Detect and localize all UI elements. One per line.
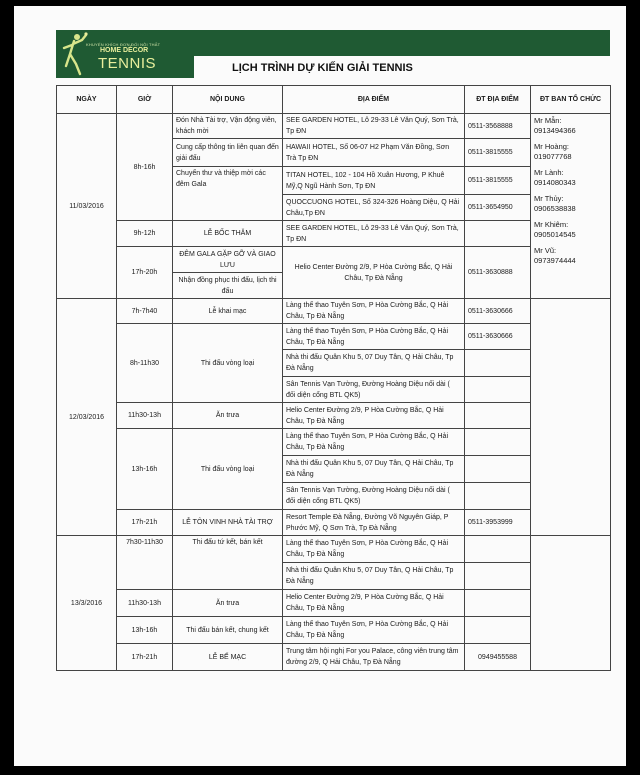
location-cell: Nhà thi đấu Quân Khu 5, 07 Duy Tân, Q Hải Châu, Tp Đà Nẵng: [283, 563, 465, 590]
schedule-table: [56, 85, 611, 671]
document-page: [14, 6, 626, 766]
table-row: [57, 221, 611, 247]
organizer-contacts-empty-cell: [531, 299, 611, 536]
content-cell: Thi đấu tứ kết, bán kết: [173, 536, 283, 590]
location-phone-cell: [465, 483, 531, 510]
time-cell: 7h-7h40: [117, 299, 173, 324]
table-row: [57, 510, 611, 536]
location-cell: SEE GARDEN HOTEL, Lô 29-33 Lê Văn Quý, Sơn Trà, Tp ĐN: [283, 221, 465, 247]
contact-entry: Mr Mẫn: 0913494366: [534, 116, 576, 135]
date-cell: 12/03/2016: [57, 299, 117, 536]
content-cell: Nhận đồng phục thi đấu, lịch thi đấu: [173, 273, 283, 299]
contact-entry: Mr Khiêm: 0905014545: [534, 220, 576, 239]
location-cell: Nhà thi đấu Quân Khu 5, 07 Duy Tân, Q Hải Châu, Tp Đà Nẵng: [283, 350, 465, 377]
location-cell: Làng thể thao Tuyên Sơn, P Hòa Cường Bắc, Q Hải Châu, Tp Đà Nẵng: [283, 429, 465, 456]
table-row: [57, 299, 611, 324]
logo-tennis-word: TENNIS: [98, 55, 157, 72]
location-phone-cell: [465, 377, 531, 403]
time-cell: 11h30-13h: [117, 590, 173, 617]
column-header-content: NỘI DUNG: [173, 86, 283, 114]
location-phone-cell: 0511-3630666: [465, 324, 531, 350]
content-cell: ĐÊM GALA GẶP GỠ VÀ GIAO LƯU: [173, 247, 283, 273]
contact-entry: Mr Thủy: 0906538838: [534, 194, 576, 213]
location-cell: Helio Center Đường 2/9, P Hòa Cường Bắc, Q Hải Châu, Tp Đà Nẵng: [283, 590, 465, 617]
organizer-contacts-cell: [531, 114, 611, 299]
location-phone-cell: 0511-3568888: [465, 114, 531, 139]
location-cell: SEE GARDEN HOTEL, Lô 29-33 Lê Văn Quý, Sơn Trà, Tp ĐN: [283, 114, 465, 139]
column-header-date: NGÀY: [57, 86, 117, 114]
location-phone-cell: 0511-3654950: [465, 195, 531, 221]
location-cell: Helio Center Đường 2/9, P Hòa Cường Bắc, Q Hải Châu, Tp Đà Nẵng: [283, 247, 465, 299]
content-cell: LỄ BỐC THĂM: [173, 221, 283, 247]
location-cell: Sân Tennis Vạn Tường, Đường Hoàng Diệu nối dài ( đối diện cổng BTL QK5): [283, 377, 465, 403]
time-cell: 9h-12h: [117, 221, 173, 247]
location-cell: Làng thể thao Tuyên Sơn, P Hòa Cường Bắc, Q Hải Châu, Tp Đà Nẵng: [283, 536, 465, 563]
content-cell: Thi đấu vòng loại: [173, 429, 283, 510]
location-phone-cell: [465, 429, 531, 456]
table-header-row: [57, 86, 611, 114]
time-cell: 17h-21h: [117, 644, 173, 671]
location-cell: Trung tâm hội nghị For you Palace, công viên trung tâm đường 2/9, Q Hải Châu, Tp Đà Nẵng: [283, 644, 465, 671]
location-phone-cell: 0511-3630666: [465, 299, 531, 324]
tennis-player-icon: [60, 32, 88, 76]
column-header-location-phone: ĐT ĐỊA ĐIỂM: [465, 86, 531, 114]
location-phone-cell: 0511-3953999: [465, 510, 531, 536]
location-cell: TITAN HOTEL, 102 - 104 Hồ Xuân Hương, P Khuê Mỹ,Q Ngũ Hành Sơn, Tp ĐN: [283, 167, 465, 195]
content-cell: Đón Nhà Tài trợ, Vận động viên, khách mời: [173, 114, 283, 139]
location-phone-cell: [465, 221, 531, 247]
column-header-time: GIỜ: [117, 86, 173, 114]
location-cell: Làng thể thao Tuyên Sơn, P Hòa Cường Bắc, Q Hải Châu, Tp Đà Nẵng: [283, 617, 465, 644]
table-row: [57, 324, 611, 350]
location-phone-cell: [465, 536, 531, 563]
contact-entry: Mr Hoàng: 019077768: [534, 142, 572, 161]
location-cell: Helio Center Đường 2/9, P Hòa Cường Bắc, Q Hải Châu, Tp Đà Nẵng: [283, 403, 465, 429]
location-phone-cell: 0511-3815555: [465, 167, 531, 195]
location-phone-cell: [465, 617, 531, 644]
location-cell: Sân Tennis Vạn Tường, Đường Hoàng Diệu nối dài ( đối diện cổng BTL QK5): [283, 483, 465, 510]
time-cell: 8h-11h30: [117, 324, 173, 403]
content-cell: LỄ TÔN VINH NHÀ TÀI TRỢ: [173, 510, 283, 536]
tournament-logo: [56, 30, 194, 78]
content-cell: Thi đấu vòng loại: [173, 324, 283, 403]
location-phone-cell: 0511-3815555: [465, 139, 531, 167]
location-phone-cell: [465, 590, 531, 617]
content-cell: Thi đấu bán kết, chung kết: [173, 617, 283, 644]
location-cell: QUOCCUONG HOTEL, Số 324-326 Hoàng Diệu, Q Hải Châu,Tp ĐN: [283, 195, 465, 221]
time-cell: 13h-16h: [117, 429, 173, 510]
column-header-location: ĐỊA ĐIỂM: [283, 86, 465, 114]
content-cell: Chuyển thư và thiệp mời các đêm Gala: [173, 167, 283, 221]
page-title: LỊCH TRÌNH DỰ KIẾN GIẢI TENNIS: [232, 62, 413, 74]
content-cell: Lễ khai mạc: [173, 299, 283, 324]
location-phone-cell: 0949455588: [465, 644, 531, 671]
location-phone-cell: [465, 350, 531, 377]
date-cell: 11/03/2016: [57, 114, 117, 299]
time-cell: 8h-16h: [117, 114, 173, 221]
location-phone-cell: 0511-3630888: [465, 247, 531, 299]
organizer-contacts-empty-cell: [531, 536, 611, 671]
table-row: [57, 247, 611, 273]
table-row: [57, 403, 611, 429]
location-phone-cell: [465, 563, 531, 590]
contact-entry: Mr Vũ: 0973974444: [534, 246, 576, 265]
location-phone-cell: [465, 456, 531, 483]
location-cell: Làng thể thao Tuyên Sơn, P Hòa Cường Bắc, Q Hải Châu, Tp Đà Nẵng: [283, 324, 465, 350]
table-row: [57, 644, 611, 671]
content-cell: LỄ BẾ MẠC: [173, 644, 283, 671]
table-row: [57, 114, 611, 139]
location-cell: Nhà thi đấu Quân Khu 5, 07 Duy Tân, Q Hải Châu, Tp Đà Nẵng: [283, 456, 465, 483]
content-cell: Ăn trưa: [173, 590, 283, 617]
time-cell: 11h30-13h: [117, 403, 173, 429]
logo-subtitle: KHUYẾN KHÍCH ĐƠN ĐỐI NỘI THẤT: [86, 42, 161, 47]
time-cell: 17h-21h: [117, 510, 173, 536]
table-row: [57, 536, 611, 563]
table-row: [57, 590, 611, 617]
location-cell: HAWAII HOTEL, Số 06-07 H2 Phạm Văn Đồng, Sơn Trà Tp ĐN: [283, 139, 465, 167]
location-phone-cell: [465, 403, 531, 429]
time-cell: 7h30-11h30: [117, 536, 173, 590]
time-cell: 13h-16h: [117, 617, 173, 644]
time-cell: 17h-20h: [117, 247, 173, 299]
logo-brand: HOME DÉCOR: [100, 47, 149, 54]
table-row: [57, 617, 611, 644]
location-cell: Làng thể thao Tuyên Sơn, P Hòa Cường Bắc, Q Hải Châu, Tp Đà Nẵng: [283, 299, 465, 324]
content-cell: Ăn trưa: [173, 403, 283, 429]
contact-entry: Mr Lành: 0914080343: [534, 168, 576, 187]
document-header: [56, 30, 610, 80]
location-cell: Resort Temple Đà Nẵng, Đường Võ Nguyên Giáp, P Phước Mỹ, Q Sơn Trà, Tp Đà Nẵng: [283, 510, 465, 536]
column-header-organizer-phone: ĐT BAN TỔ CHỨC: [531, 86, 611, 114]
content-cell: Cung cấp thông tin liên quan đến giải đấu: [173, 139, 283, 167]
table-row: [57, 429, 611, 456]
date-cell: 13/3/2016: [57, 536, 117, 671]
